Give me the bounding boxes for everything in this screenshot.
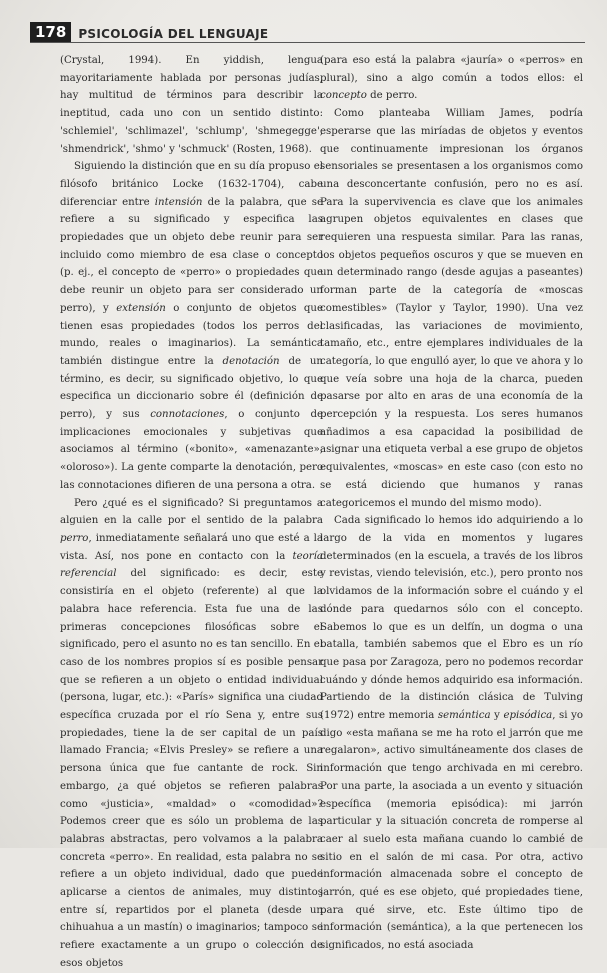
paragraph: Siguiendo la distinción que en su día propuso el filósofo británico Locke (1632-1704), cabe diferenciar entre intensión de la palabra, que se refiere a su significado y especifica las propiedades que un objeto debe reunir para ser incluido como miembro de esa clase o concepto (p. ej., el concepto de «perro» o propiedades que debe reunir un objeto para ser considerado un perro), y extensión o conjunto de objetos que tienen esas propiedades (todos los perros del mundo, reales o imaginarios). La semántica también distingue entre la denotación de un término, es decir, su significado objetivo, lo que especifica un diccionario sobre él (definición de perro), y sus connotaciones, o conjunto de implicaciones emocionales y subjetivas que asociamos al término («bonito», «amenazante», «oloroso»). La gente comparte la denotación, pero las connotaciones difieren de una persona a otra. <box>60 161 324 491</box>
right-column <box>320 52 583 955</box>
paragraph: Pero ¿qué es el significado? Si preguntamos a alguien en la calle por el sentido de la palabra perro, inmediatamente señalará uno que esté a la vista. Así, nos pone en contacto con la teoría referencial del significado: es decir, este consistiría en el objeto (referente) al que la palabra hace referencia. Esta fue una de las primeras concepciones filosóficas sobre el significado, pero el asunto no es tan sencillo. En el caso de los nombres propios sí es posible pensar que se refieren a un objeto o entidad individual (persona, lugar, etc.): «París» significa una ciudad específica cruzada por el río Sena y, entre sus propiedades, tiene la de ser capital de un país llamado Francia; «Elvis Presley» se refiere a una persona única que fue cantante de rock. Sin embargo, ¿a qué objetos se refieren palabras como «justicia», «maldad» o «comodidad»? Podemos creer que es sólo un problema de las palabras abstractas, pero volvamos a la palabra concreta «perro». En realidad, esta palabra no se refiere a un objeto individual, dado que puede aplicarse a cientos de animales, muy distintos entre sí, repartidos por el planeta (desde un chihuahua a un mastín) o imaginarios; tampoco se refiere exactamente a un grupo o colección de esos objetos <box>60 497 323 969</box>
page-number: 178 <box>30 22 71 42</box>
paragraph: Como planteaba William James, podría esperarse que las miríadas de objetos y eventos que continuamente impresionan los órganos sensoriales se presentasen a los organismos como una desconcertante confusión, pero no es así. Para la supervivencia es clave que los animales agrupen objetos equivalentes en clases que requieren una respuesta similar. Para las ranas, los objetos pequeños oscuros y que se mueven en un determinado rango (desde agujas a paseantes) forman parte de la categoría de «moscas comestibles» (Taylor y Taylor, 1990). Una vez clasificadas, las variaciones de movimiento, tamaño, etc., entre ejemplares individuales de la categoría, lo que engulló ayer, lo que ve ahora y lo que veía sobre una hoja de la charca, pueden pasarse por alto en aras de una economía de la percepción y la respuesta. Los seres humanos añadimos a esa capacidad la posibilidad de asignar una etiqueta verbal a ese grupo de objetos equivalentes, «moscas» en este caso (con esto no se está diciendo que humanos y ranas categoricemos el mundo del mismo modo). <box>320 108 583 509</box>
running-title: PSICOLOGÍA DEL LENGUAJE <box>78 27 269 41</box>
page-header <box>30 14 587 42</box>
header-rule <box>30 42 585 43</box>
paragraph: (para eso está la palabra «jauría» o «perros» en plural), sino a algo común a todos ellos: el concepto de perro. <box>320 55 583 102</box>
paragraph: Cada significado lo hemos ido adquiriendo a lo largo de la vida en momentos y lugares determinados (en la escuela, a través de los libros y revistas, viendo televisión, etc.), pero pronto nos olvidamos de la información sobre el cuándo y el dónde para quedarnos sólo con el concepto. Sabemos lo que es un delfín, un dogma o una batalla, también sabemos que el Ebro es un río que pasa por Zaragoza, pero no podemos recordar cuándo y dónde hemos adquirido esa información. Partiendo de la distinción clásica de Tulving (1972) entre memoria semántica y episódica, si yo digo «esta mañana se me ha roto el jarrón que me regalaron», activo simultáneamente dos clases de información que tengo archivada en mi cerebro. Por una parte, la asociada a un evento y situación específica (memoria episódica): mi jarrón particular y la situación concreta de romperse al caer al suelo esta mañana cuando lo cambié de sitio en el salón de mi casa. Por otra, activo información almacenada sobre el concepto de jarrón, qué es ese objeto, qué propiedades tiene, para qué sirve, etc. Este último tipo de información (semántica), a la que pertenecen los significados, no está asociada <box>320 515 584 952</box>
paragraph: (Crystal, 1994). En yiddish, lengua mayoritariamente hablada por personas judías, hay multitud de términos para describir la ineptitud, cada uno con un sentido distinto: 'schlemiel', 'schlimazel', 'schlump', 'shmegegge', 'shmendrick', 'shmo' y 'schmuck' (Rosten, 1968). <box>60 55 323 155</box>
left-column <box>60 52 323 973</box>
